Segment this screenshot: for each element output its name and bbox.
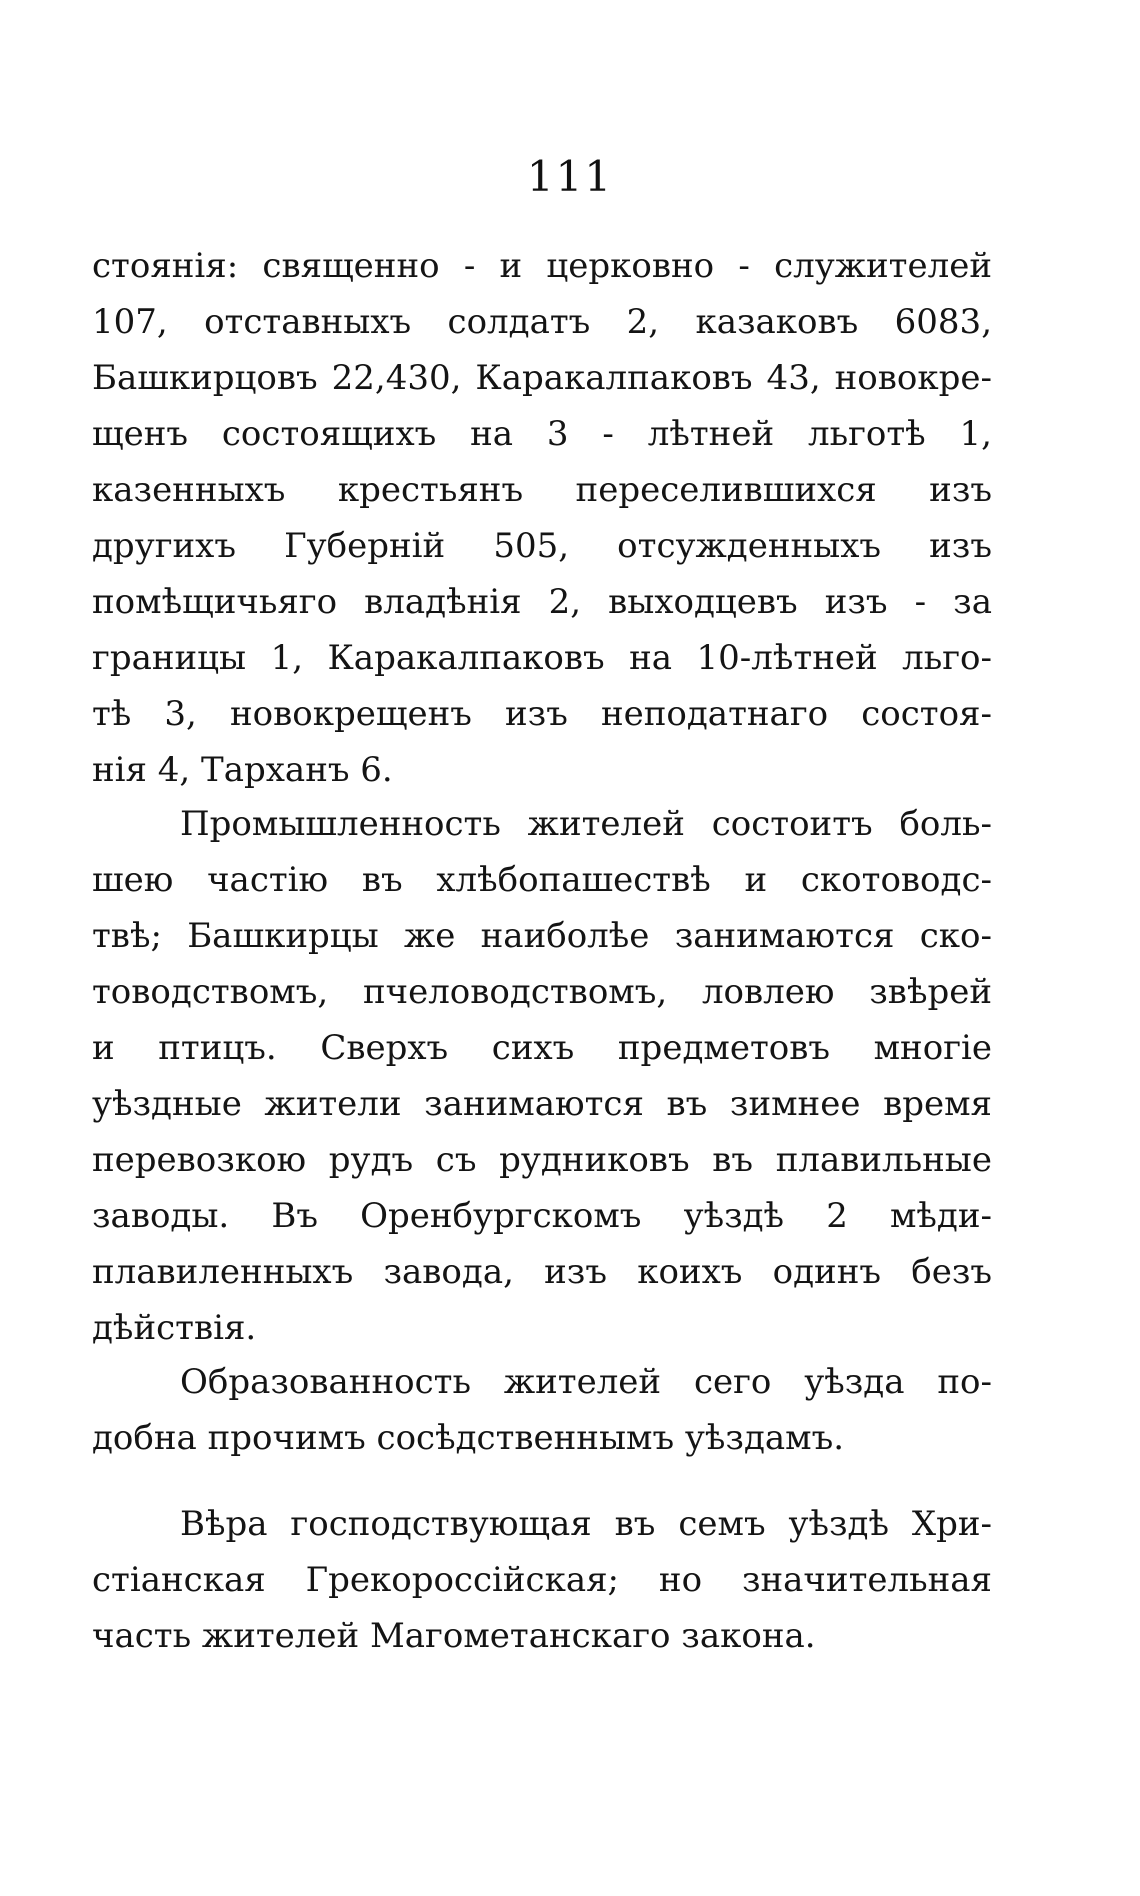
paragraph-industry	[92, 796, 992, 1356]
text-line: и птицъ. Сверхъ сихъ предметовъ многіе	[92, 1028, 992, 1068]
text-line: твѣ; Башкирцы же наиболѣе занимаются ско-	[92, 916, 992, 956]
paragraph-religion	[92, 1496, 992, 1664]
text-line: границы 1, Каракалпаковъ на 10-лѣтней льго-	[92, 638, 992, 678]
text-line: шею частію въ хлѣбопашествѣ и скотоводс-	[92, 860, 992, 900]
text-line: Вѣра господствующая въ семъ уѣздѣ Хри-	[180, 1504, 992, 1544]
text-line: Башкирцовъ 22,430, Каракалпаковъ 43, новокре-	[92, 358, 992, 398]
text-line: добна прочимъ сосѣдственнымъ уѣздамъ.	[92, 1418, 845, 1458]
text-line: Образованность жителей сего уѣзда по-	[180, 1362, 992, 1402]
page-number: 111	[526, 152, 614, 201]
text-line: щенъ состоящихъ на 3 - лѣтней льготѣ 1,	[92, 414, 992, 454]
text-line: часть жителей Магометанскаго закона.	[92, 1616, 816, 1656]
text-line: другихъ Губерній 505, отсужденныхъ изъ	[92, 526, 992, 566]
text-line: стоянія: священно - и церковно - служителей	[92, 246, 992, 286]
text-line: Промышленность жителей состоитъ боль-	[180, 804, 992, 844]
paragraph-population	[92, 238, 992, 798]
text-line: уѣздные жители занимаются въ зимнее время	[92, 1084, 992, 1124]
text-line: перевозкою рудъ съ рудниковъ въ плавильные	[92, 1140, 992, 1180]
text-line: стіанская Грекороссійская; но значительная	[92, 1560, 992, 1600]
text-line: дѣйствія.	[92, 1308, 257, 1348]
text-line: казенныхъ крестьянъ переселившихся изъ	[92, 470, 992, 510]
text-line: 107, отставныхъ солдатъ 2, казаковъ 6083,	[92, 302, 992, 342]
text-line: тѣ 3, новокрещенъ изъ неподатнаго состоя-	[92, 694, 992, 734]
text-line: товодствомъ, пчеловодствомъ, ловлею звѣрей	[92, 972, 992, 1012]
paragraph-education	[92, 1354, 992, 1466]
text-line: плавиленныхъ завода, изъ коихъ одинъ безъ	[92, 1252, 992, 1292]
text-line: нія 4, Тарханъ 6.	[92, 750, 393, 790]
text-line: заводы. Въ Оренбургскомъ уѣздѣ 2 мѣди-	[92, 1196, 992, 1236]
text-line: помѣщичьяго владѣнія 2, выходцевъ изъ - за	[92, 582, 992, 622]
